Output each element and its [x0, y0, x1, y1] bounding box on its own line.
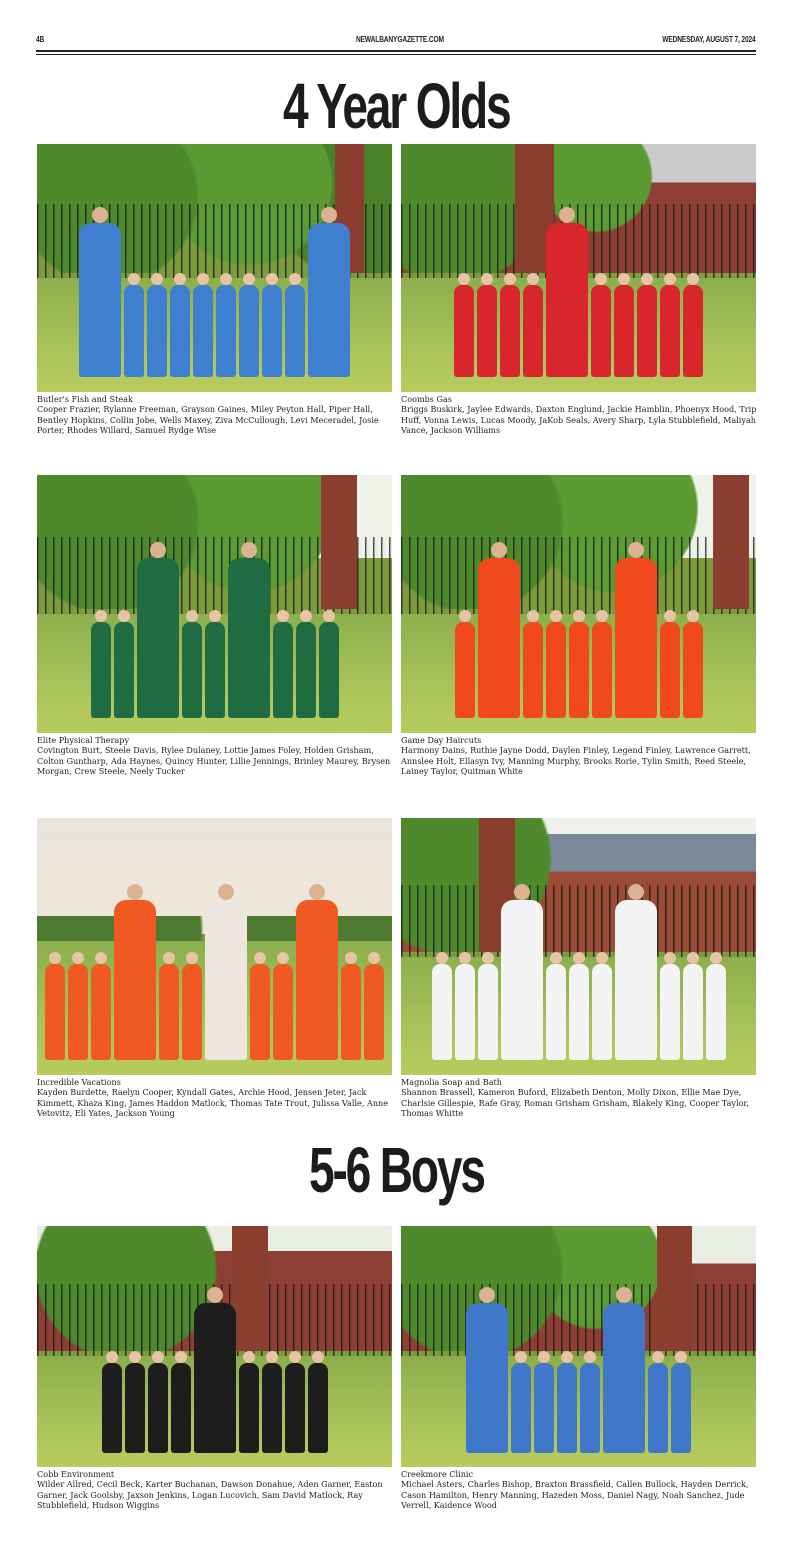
photo-caption	[401, 1469, 757, 1511]
photo-caption	[37, 1077, 393, 1119]
team-roster: Briggs Buskirk, Jaylee Edwards, Daxton Englund, Jackie Hamblin, Phoenyx Hood, Trip Huff, Vonna Lewis, Lucas Moody, JaKob Seals, Avery Sharp, Lyla Stubblefield, Maliyah Vance, Jackson Williams	[401, 404, 757, 436]
photo-caption	[401, 735, 757, 777]
site-url[interactable]: NEWALBANYGAZETTE.COM	[356, 34, 444, 44]
team-name: Incredible Vacations	[37, 1077, 121, 1087]
photo-caption	[401, 394, 757, 436]
section-title-4-year-olds: 4 Year Olds	[282, 70, 510, 142]
issue-date: WEDNESDAY, AUGUST 7, 2024	[662, 34, 756, 44]
team-roster: Kayden Burdette, Raelyn Cooper, Kyndall Gates, Archie Hood, Jensen Jeter, Jack Kimmett, Khaza King, James Haddon Matlock, Thomas Tate Trout, Julissa Valle, Anne Vetovitz, Eli Yates, Jackson Young	[37, 1087, 389, 1119]
players	[401, 900, 756, 1059]
team-name: Butler's Fish and Steak	[37, 394, 133, 404]
photo-caption	[37, 735, 393, 777]
players	[401, 1303, 756, 1452]
players	[37, 900, 392, 1059]
players	[37, 223, 392, 377]
team-roster: Cooper Frazier, Rylanne Freeman, Grayson Gaines, Miley Peyton Hall, Piper Hall, Bentley Hopkins, Collin Jobe, Wells Maxey, Ziva McCullough, Levi Meceradel, Josie Porter, Rhodes Willard, Samuel Rydge Wise	[37, 404, 379, 436]
header-rule	[36, 50, 756, 52]
header-rule	[36, 54, 756, 55]
team-name: Creekmore Clinic	[401, 1469, 474, 1479]
players	[401, 558, 756, 718]
team-photo-coombs	[401, 144, 756, 392]
page-number: 4B	[36, 34, 45, 44]
players	[37, 1303, 392, 1452]
players	[401, 223, 756, 377]
team-name: Elite Physical Therapy	[37, 735, 130, 745]
team-name: Magnolia Soap and Bath	[401, 1077, 502, 1087]
team-photo-incredible-vacations	[37, 818, 392, 1075]
team-roster: Covington Burt, Steele Davis, Rylee Dulaney, Lottie James Foley, Holden Grisham, Colton Guntharp, Ada Haynes, Quincy Hunter, Lillie Jennings, Brinley Maurey, Brysen Morgan, Crew Steele, Neely Tucker	[37, 745, 391, 777]
photo-caption	[37, 394, 393, 436]
team-name: Cobb Environment	[37, 1469, 115, 1479]
team-photo-cobb	[37, 1226, 392, 1467]
team-roster: Wilder Allred, Cecil Beck, Karter Buchanan, Dawson Donahue, Aden Garner, Easton Garner, Jack Goolsby, Jaxson Jenkins, Logan Lucovich, Sam David Matlock, Ray Stubblefield, Hudson Wiggins	[37, 1479, 383, 1511]
team-photo-butlers	[37, 144, 392, 392]
team-roster: Michael Asters, Charles Bishop, Braxton Brassfield, Callen Bullock, Hayden Derrick, Cason Hamilton, Henry Manning, Hazeden Moss, Daniel Nagy, Noah Sanchez, Jude Verrell, Kaidence Wood	[401, 1479, 749, 1511]
team-photo-creekmore	[401, 1226, 756, 1467]
team-name: Coombs Gas	[401, 394, 452, 404]
team-roster: Shannon Brassell, Kameron Buford, Elizabeth Denton, Molly Dixon, Ellie Mae Dye, Charlsie Gillespie, Rafe Gray, Roman Grisham Grisham, Blakely King, Cooper Taylor, Thomas Whitte	[401, 1087, 749, 1119]
photo-caption	[401, 1077, 757, 1119]
photo-caption	[37, 1469, 393, 1511]
section-title-5-6-boys: 5-6 Boys	[308, 1134, 484, 1206]
masthead	[36, 34, 756, 56]
team-name: Game Day Haircuts	[401, 735, 482, 745]
players	[37, 558, 392, 718]
team-roster: Harmony Dains, Ruthie Jayne Dodd, Daylen Finley, Legend Finley, Lawrence Garrett, Annslee Holt, Ellasyn Ivy, Manning Murphy, Brooks Rorie, Tylin Smith, Reed Steele, Lainey Taylor, Quitman White	[401, 745, 751, 777]
team-photo-elite	[37, 475, 392, 733]
team-photo-magnolia	[401, 818, 756, 1075]
team-photo-game-day	[401, 475, 756, 733]
